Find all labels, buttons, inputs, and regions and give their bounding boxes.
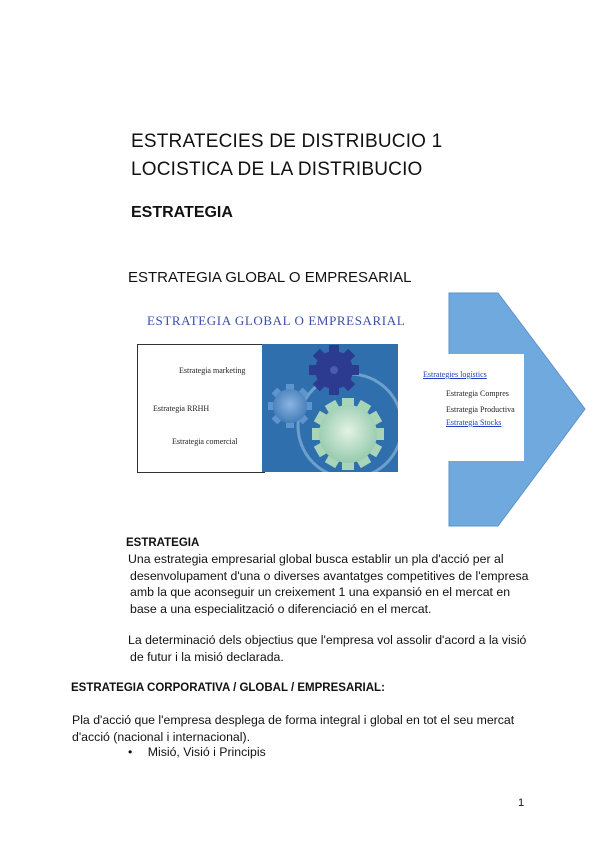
- right-item-compres: Estrategia Compres: [446, 389, 509, 398]
- left-item-rrhh: Estrategia RRHH: [153, 404, 210, 413]
- paragraph-2-line: La determinació dels objectius que l'empresa vol assolir d'acord a la visió: [128, 633, 527, 647]
- paragraph-1-line: base a una especialització o diferenciació en el mercat.: [130, 601, 432, 616]
- right-item-productiva: Estrategia Productiva: [446, 405, 515, 414]
- bullet-text: Misió, Visió i Principis: [147, 745, 266, 759]
- left-item-comercial: Estrategia comercial: [172, 437, 238, 446]
- bullet-icon: •: [128, 745, 133, 759]
- gears-icon: [262, 344, 398, 472]
- paragraph-2-line: de futur i la misió declarada.: [130, 649, 284, 664]
- paragraph-3: [72, 712, 514, 745]
- page-number: 1: [518, 797, 525, 809]
- paragraph-1-line: desenvolupament d'una o diverses avantatges competitives de l'empresa: [130, 568, 529, 583]
- paragraph-3-line: d'acció (nacional i internacional).: [72, 729, 251, 744]
- paragraph-1-line: Una estrategia empresarial global busca establir un pla d'acció per al: [128, 552, 504, 566]
- section-heading: ESTRATEGIA: [131, 204, 233, 221]
- right-heading: Estrategies logístics: [423, 370, 487, 379]
- corporate-heading: ESTRATEGIA CORPORATIVA / GLOBAL / EMPRESARIAL:: [71, 682, 385, 694]
- paragraph-1: [128, 551, 528, 617]
- left-item-marketing: Estrategia marketing: [179, 366, 246, 375]
- paragraph-1-line: amb la que aconseguir un creixement 1 una expansió en el mercat en: [130, 585, 511, 599]
- body-heading: ESTRATEGIA: [126, 537, 200, 549]
- right-item-stocks: Estrategia Stocks: [446, 418, 502, 427]
- section-subtitle: ESTRATEGIA GLOBAL O EMPRESARIAL: [128, 269, 412, 286]
- paragraph-2: [128, 632, 526, 665]
- doc-title-line1: ESTRATECIES DE DISTRIBUCIO 1: [131, 131, 443, 152]
- paragraph-3-line: Pla d'acció que l'empresa desplega de forma integral i global en tot el seu mercat: [72, 713, 515, 727]
- diagram-title: ESTRATEGIA GLOBAL O EMPRESARIAL: [147, 313, 406, 328]
- bullet-item: [128, 744, 266, 761]
- gears-image: [262, 344, 398, 472]
- doc-title-line2: LOCISTICA DE LA DISTRIBUCIO: [131, 159, 423, 180]
